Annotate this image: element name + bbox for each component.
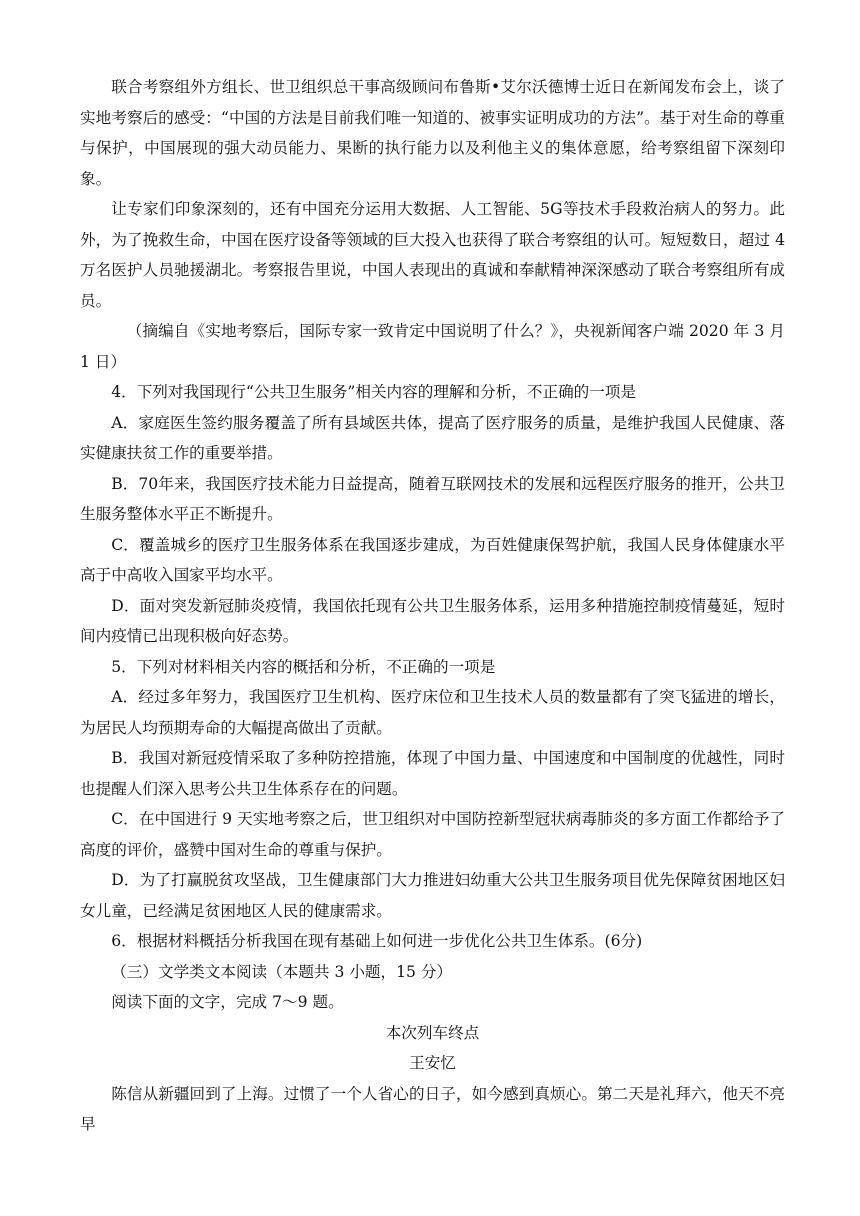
question-5-option-b: B．我国对新冠疫情采取了多种防控措施，体现了中国力量、中国速度和中国制度的优越性，同时也提醒人们深入思考公共卫生体系存在的问题。 — [80, 749, 785, 798]
question-4-option-d: D．面对突发新冠肺炎疫情，我国依托现有公共卫生服务体系，运用多种措施控制疫情蔓延，短时间内疫情已出现积极向好态势。 — [80, 596, 785, 645]
question-5-option-c: C．在中国进行 9 天实地考察之后，世卫组织对中国防控新型冠状病毒肺炎的多方面工作都给予了高度的评价，盛赞中国对生命的尊重与保护。 — [80, 810, 785, 859]
question-5-option-a: A．经过多年努力，我国医疗卫生机构、医疗床位和卫生技术人员的数量都有了突飞猛进的增长，为居民人均预期寿命的大幅提高做出了贡献。 — [80, 688, 785, 737]
material-source: （摘编自《实地考察后，国际专家一致肯定中国说明了什么？》，央视新闻客户端 2020 年 3 月 1 日） — [80, 322, 785, 371]
question-5-option-d: D．为了打赢脱贫攻坚战，卫生健康部门大力推进妇幼重大公共卫生服务项目优先保障贫困地区妇女儿童，已经满足贫困地区人民的健康需求。 — [80, 871, 785, 920]
story-author: 王安忆 — [409, 1054, 456, 1072]
section-3-heading: （三）文学类文本阅读（本题共 3 小题，15 分） — [111, 962, 453, 981]
document-page — [80, 72, 785, 1140]
story-opening-paragraph: 陈信从新疆回到了上海。过惯了一个人省心的日子，如今感到真烦心。第二天是礼拜六，他天不亮早 — [80, 1084, 785, 1133]
question-4-option-b: B．70年来，我国医疗技术能力日益提高，随着互联网技术的发展和远程医疗服务的推开，公共卫生服务整体水平正不断提升。 — [80, 474, 785, 523]
question-4-stem: 4．下列对我国现行“公共卫生服务”相关内容的理解和分析，不正确的一项是 — [111, 383, 637, 401]
material-paragraph-2: 让专家们印象深刻的，还有中国充分运用大数据、人工智能、5G等技术手段救治病人的努力。此外，为了挽救生命，中国在医疗设备等领域的巨大投入也获得了联合考察组的认可。短短数日，超过 4万名医护人员驰援湖北。考察报告里说，中国人表现出的真诚和奉献精神深深感动了联合考察组所有成员。 — [80, 200, 785, 310]
question-4-option-a: A．家庭医生签约服务覆盖了所有县域医共体，提高了医疗服务的质量，是维护我国人民健康、落实健康扶贫工作的重要举措。 — [80, 413, 785, 462]
question-5-stem: 5．下列对材料相关内容的概括和分析，不正确的一项是 — [111, 657, 496, 676]
question-6-stem: 6．根据材料概括分析我国在现有基础上如何进一步优化公共卫生体系。(6分) — [111, 932, 643, 950]
section-3-instruction: 阅读下面的文字，完成 7～9 题。 — [111, 993, 344, 1011]
question-4-option-c: C．覆盖城乡的医疗卫生服务体系在我国逐步建成，为百姓健康保驾护航，我国人民身体健康水平高于中高收入国家平均水平。 — [80, 535, 785, 584]
material-paragraph-1: 联合考察组外方组长、世卫组织总干事高级顾问布鲁斯•艾尔沃德博士近日在新闻发布会上，谈了实地考察后的感受：“中国的方法是目前我们唯一知道的、被事实证明成功的方法”。基于对生命的尊重与保护，中国展现的强大动员能力、果断的执行能力以及利他主义的集体意愿，给考察组留下深刻印象。 — [80, 78, 785, 188]
story-title: 本次列车终点 — [385, 1023, 480, 1042]
